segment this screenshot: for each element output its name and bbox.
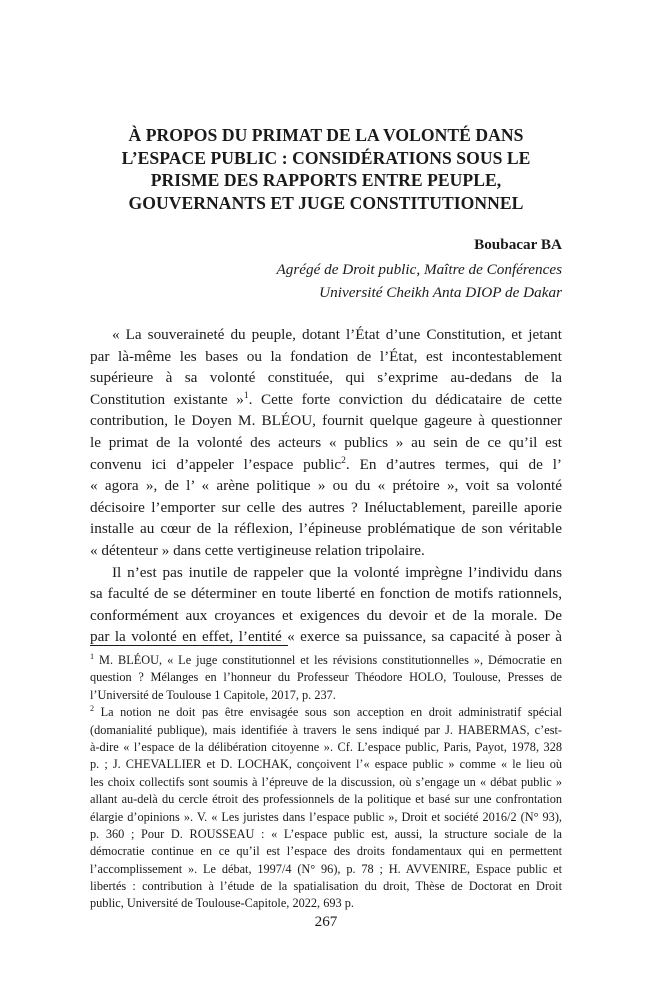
- text-line: conformément aux croyances et exigences du devoir et de la morale. De: [90, 606, 562, 624]
- footnote-reference-2[interactable]: 2: [341, 455, 346, 466]
- text-fragment: . Cette forte conviction du dédicataire de cette: [248, 390, 562, 408]
- footnote-line: [90, 704, 562, 721]
- text-line: le primat de la volonté des acteurs « publics » au sein de ce qu’il est: [90, 433, 562, 451]
- text-line: par la volonté en effet, l’entité « exerce sa puissance, sa capacité à poser à: [90, 628, 562, 646]
- paragraph-1: [90, 324, 562, 562]
- title-line: À PROPOS DU PRIMAT DE LA VOLONTÉ DANS: [128, 125, 524, 145]
- footnote-1: [90, 652, 562, 704]
- text-line: [90, 389, 562, 411]
- footnote-line: p. ; J. CHEVALLIER et D. LOCHAK, conçoivent l’« espace public » comme « le lieu où: [90, 757, 562, 772]
- text-fragment: . En d’autres termes, qui de l’: [345, 455, 562, 473]
- text-line: contribution, le Doyen M. BLÉOU, fournit quelque gageure à questionner: [90, 412, 562, 430]
- book-page: [90, 0, 562, 1006]
- footnote-line: libertés : contribution à l’étude de la spatialisation du droit, Thèse de Doctorat en Droit: [90, 879, 562, 894]
- footnote-line: les choix collectifs sont soumis à l’épreuve de la discussion, où s’engage un « débat public »: [90, 774, 562, 789]
- footnote-line: question ? Mélanges en l’honneur du Professeur Théodore HOLO, Toulouse, Presses de: [90, 670, 562, 685]
- text-fragment: Constitution existante »: [90, 390, 244, 408]
- author-affiliation-title: Agrégé de Droit public, Maître de Conférences: [276, 261, 562, 278]
- footnote-line: public, Université de Toulouse-Capitole, 2022, 693 p.: [90, 896, 354, 911]
- text-line: « détenteur » dans cette vertigineuse relation tripolaire.: [90, 541, 425, 559]
- footnote-line: élargie d’opinions ». V. « Les juristes dans l’espace public », Droit et société 2016/2 (N° 93),: [90, 809, 562, 824]
- text-line: [90, 454, 562, 476]
- author-name: Boubacar BA: [474, 236, 562, 253]
- footnote-line: à-dire « l’espace de la délibération citoyenne ». Cf. L’espace public, Paris, Payot, 1978, 328: [90, 739, 562, 754]
- title-line: PRISME DES RAPPORTS ENTRE PEUPLE,: [150, 170, 502, 190]
- text-line: décisoire l’emporter sur celle des autres ? Inéluctablement, pareille aporie: [90, 498, 562, 516]
- footnote-line: démocratie continue en ce qu’il est l’espace des droits fondamentaux qui en permettent: [90, 844, 562, 859]
- text-line: par là-même les bases ou la fondation de l’État, est incontestablement: [90, 347, 562, 365]
- footnote-number: 1: [90, 652, 95, 661]
- footnote-line: l’Université de Toulouse 1 Capitole, 2017, p. 237.: [90, 687, 336, 702]
- footnotes: [90, 652, 562, 913]
- article-body: [90, 324, 562, 648]
- article-title: [90, 124, 562, 214]
- page-number: 267: [314, 913, 338, 930]
- text-fragment: convenu ici d’appeler l’espace public: [90, 455, 342, 473]
- text-line: installe au cœur de la réflexion, l’épineuse problématique de son véritable: [90, 520, 562, 538]
- footnote-line: p. 360 ; Pour D. ROUSSEAU : « L’espace public est, aussi, la structure sociale de la: [90, 826, 562, 841]
- footnote-separator: [90, 645, 288, 646]
- text-line: sa faculté de se déterminer en toute liberté en fonction de motifs rationnels,: [90, 585, 562, 603]
- footnote-line: [90, 652, 562, 669]
- text-line: supérieure à sa volonté constituée, qui s’exprime au-dedans de la: [90, 369, 562, 387]
- footnote-line: l’accomplissement ». Le débat, 1997/4 (N° 96), p. 78 ; H. AVVENIRE, Espace public et: [90, 861, 562, 876]
- footnote-line: (domanialité publique), mais identifiée à travers le sens indiqué par J. HABERMAS, c’est-: [90, 722, 562, 737]
- author-affiliation-university: Université Cheikh Anta DIOP de Dakar: [319, 284, 562, 301]
- footnote-reference-1[interactable]: 1: [243, 390, 249, 401]
- text-line: « agora », de l’ « arène politique » ou du « prétoire », voit sa volonté: [90, 477, 562, 495]
- footnote-line: allant au-delà du cercle étroit des professionnels de la politique et basé sur une confrontation: [90, 792, 562, 807]
- text-line: Il n’est pas inutile de rappeler que la volonté imprègne l’individu dans: [112, 563, 562, 581]
- text-fragment: La notion ne doit pas être envisagée sous son acception en droit administratif spécial: [94, 705, 562, 720]
- paragraph-2: [90, 562, 562, 648]
- footnote-number: 2: [90, 704, 95, 714]
- text-fragment: M. BLÉOU, « Le juge constitutionnel et les révisions constitutionnelles », Démocratie en: [94, 653, 562, 667]
- title-line: GOUVERNANTS ET JUGE CONSTITUTIONNEL: [128, 192, 524, 213]
- footnote-2: [90, 704, 562, 913]
- text-line: « La souveraineté du peuple, dotant l’État d’une Constitution, et jetant: [112, 326, 562, 343]
- title-line: L’ESPACE PUBLIC : CONSIDÉRATIONS SOUS LE: [121, 147, 531, 168]
